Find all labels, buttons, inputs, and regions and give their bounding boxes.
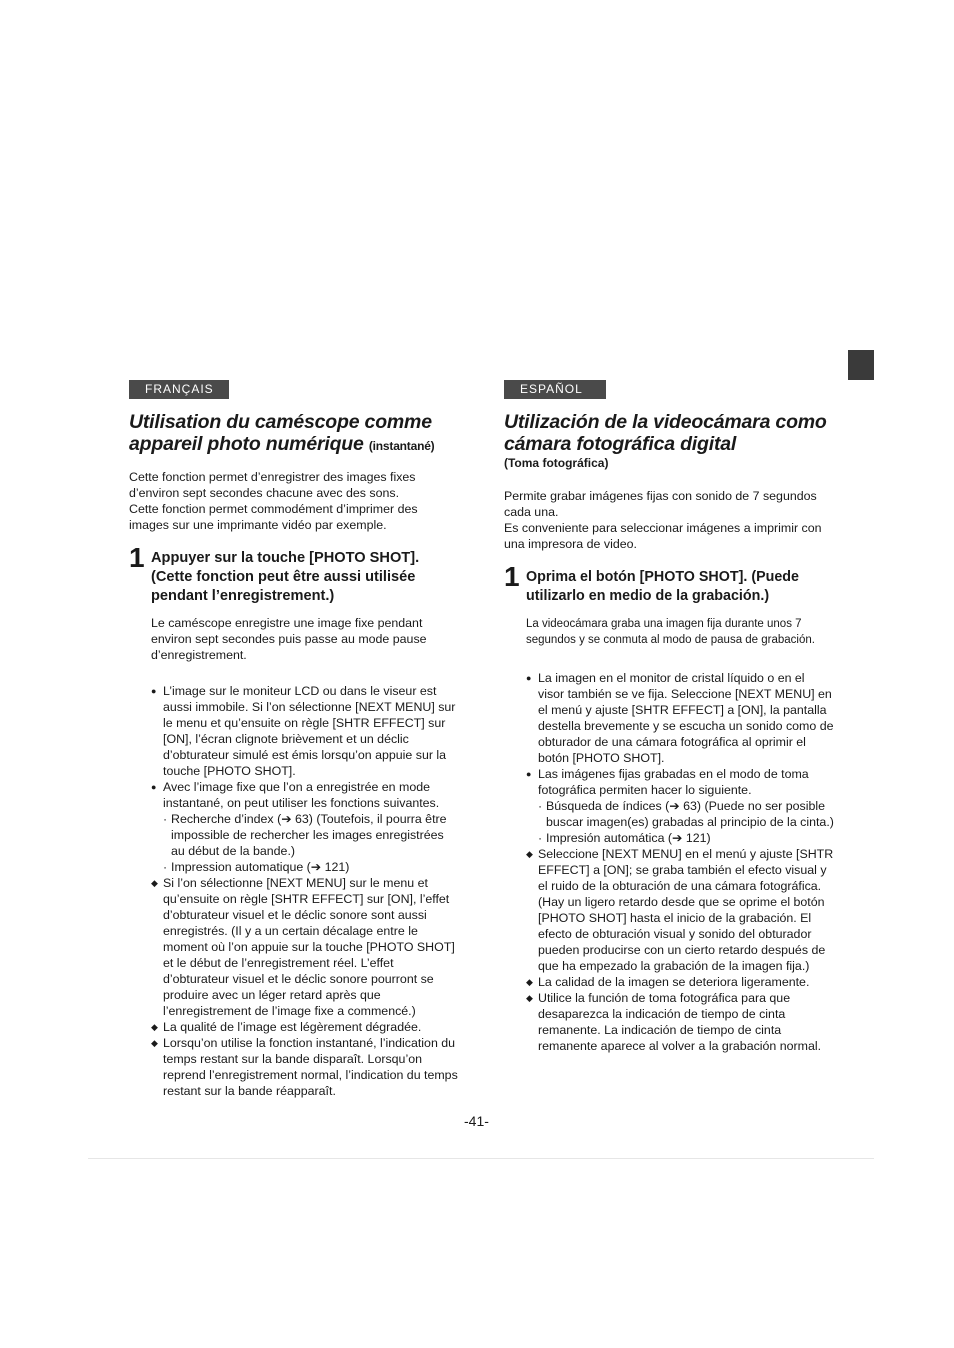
- note-text: La calidad de la imagen se deteriora ligeramente.: [538, 975, 810, 989]
- sub-item-text: Impression automatique (➔ 121): [171, 860, 350, 874]
- list-item: [526, 670, 834, 766]
- french-intro-paragraph: Cette fonction permet commodément d’imprimer des images sur une imprimante vidéo par exemple.: [129, 502, 418, 532]
- french-title-text: Utilisation du caméscope comme appareil photo numérique: [129, 411, 432, 455]
- list-item: [151, 875, 459, 1019]
- section-tab-marker: [848, 350, 874, 380]
- sub-list-item: · Recherche d’index (➔ 63) (Toutefois, il pourra être impossible de rechercher les images enregistrées au début de la bande.): [163, 812, 447, 858]
- bullet-diamond-icon: ◆: [526, 993, 533, 1003]
- step-number: 1: [129, 542, 145, 573]
- sub-list-item: · Búsqueda de índices (➔ 63) (Puede no ser posible buscar imagen(es) grabadas al principio de la cinta.): [538, 799, 834, 829]
- spanish-step-title: Oprima el botón [PHOTO SHOT]. (Puede utilizarlo en medio de la grabación.): [526, 569, 799, 604]
- note-text: Avec l’image fixe que l’on a enregistrée en mode instantané, on peut utiliser les fonctions suivantes.: [163, 780, 440, 810]
- list-item: [526, 766, 834, 846]
- bullet-diamond-icon: ◆: [151, 878, 158, 888]
- note-text: La qualité de l’image est légèrement dégradée.: [163, 1020, 422, 1034]
- note-text: L’image sur le moniteur LCD ou dans le viseur est aussi immobile. Si l’on sélectionne [NEXT MENU] sur le menu et qu’ensuite on règle [SHTR EFFECT] sur [ON], l’écran clignote brièvement et un déclic d’obturateur simulé est émis lorsqu’on appuie sur la touche [PHOTO SHOT].: [163, 684, 456, 778]
- sub-list-item: · Impression automatique (➔ 121): [163, 860, 350, 874]
- spanish-step-body: La videocámara graba una imagen fija durante unos 7 segundos y se conmuta al modo de pausa de grabación.: [526, 618, 815, 646]
- bullet-circle-icon: ●: [526, 673, 532, 683]
- list-item: [526, 974, 834, 990]
- spanish-column: [504, 380, 834, 1054]
- spanish-intro-paragraph: Permite grabar imágenes fijas con sonido de 7 segundos cada una.: [504, 489, 817, 519]
- note-text: Utilice la función de toma fotográfica para que desaparezca la indicación de tiempo de cinta remanente. La indicación de tiempo de cinta remanente aparece al volver a la grabación normal.: [538, 991, 822, 1053]
- french-step-title: Appuyer sur la touche [PHOTO SHOT]. (Cette fonction peut être aussi utilisée pendant l’enregistrement.): [151, 550, 420, 604]
- language-tag-french: FRANÇAIS: [129, 380, 229, 399]
- spanish-intro: [504, 488, 834, 552]
- sub-item-text: Impresión automática (➔ 121): [546, 831, 711, 845]
- sub-item-text: Búsqueda de índices (➔ 63) (Puede no ser posible buscar imagen(es) grabadas al principio de la cinta.): [546, 799, 834, 829]
- spanish-intro-paragraph: Es conveniente para seleccionar imágenes a imprimir con una impresora de video.: [504, 521, 822, 551]
- french-title-suffix: (instantané): [368, 439, 435, 453]
- list-item: [526, 990, 834, 1054]
- french-notes-list: [129, 683, 459, 1099]
- spanish-notes-list: [504, 670, 834, 1054]
- french-intro: [129, 469, 459, 533]
- list-item: [151, 683, 459, 779]
- language-tag-spanish: ESPAÑOL: [504, 380, 606, 399]
- sub-item-text: Recherche d’index (➔ 63) (Toutefois, il pourra être impossible de rechercher les images enregistrées au début de la bande.): [171, 812, 447, 858]
- bullet-diamond-icon: ◆: [151, 1038, 158, 1048]
- spanish-title: Utilización de la videocámara como cámara fotográfica digital: [504, 411, 827, 455]
- step-number: 1: [504, 561, 520, 592]
- sub-list-item: · Impresión automática (➔ 121): [538, 831, 711, 845]
- spanish-subtitle: (Toma fotográfica): [504, 456, 609, 470]
- list-item: [151, 1035, 459, 1099]
- note-text: Las imágenes fijas grabadas en el modo de toma fotográfica permiten hacer lo siguiente.: [538, 767, 809, 797]
- note-text: Si l’on sélectionne [NEXT MENU] sur le menu et qu’ensuite on règle [SHTR EFFECT] sur [ON], l’effet d’obturateur visuel et le déclic sonore sont aussi enregistrés. (Il y a un certain décalage entre le moment où l’on appuie sur la touche [PHOTO SHOT] et le début de l’enregistrement réel. L’effet d’obturateur visuel et le déclic sonore pourront se produire avec un léger retard après que l’enregistrement de l’image fixe a commencé.): [163, 876, 455, 1018]
- french-step-1: [129, 542, 459, 663]
- bullet-circle-icon: ●: [151, 782, 157, 792]
- note-text: Lorsqu’on utilise la fonction instantané, l’indication du temps restant sur la bande disparaît. Lorsqu’on reprend l’enregistrement normal, l’indication du temps restant sur la bande réapparaît.: [163, 1036, 458, 1098]
- bullet-circle-icon: ●: [151, 686, 157, 696]
- french-step-body: Le caméscope enregistre une image fixe pendant environ sept secondes puis passe au mode pause d’enregistrement.: [151, 616, 427, 662]
- french-title: [129, 411, 459, 457]
- bullet-diamond-icon: ◆: [151, 1022, 158, 1032]
- list-item: [526, 846, 834, 974]
- bullet-diamond-icon: ◆: [526, 977, 533, 987]
- list-item: [151, 1019, 459, 1035]
- french-column: [129, 380, 459, 1099]
- divider: [88, 1158, 874, 1159]
- note-text: La imagen en el monitor de cristal líquido o en el visor también se ve fija. Seleccione [NEXT MENU] en el menú y ajuste [SHTR EFFECT] a [ON], la pantalla destella brevemente y se escucha un sonido como de obturador de una cámara fotográfica al oprimir el botón [PHOTO SHOT].: [538, 671, 834, 765]
- french-intro-paragraph: Cette fonction permet d’enregistrer des images fixes d’environ sept secondes chacune avec des sons.: [129, 470, 416, 500]
- page-number: -41-: [464, 1113, 489, 1129]
- bullet-diamond-icon: ◆: [526, 849, 533, 859]
- bullet-circle-icon: ●: [526, 769, 532, 779]
- list-item: [151, 779, 459, 875]
- note-text: Seleccione [NEXT MENU] en el menú y ajuste [SHTR EFFECT] a [ON]; se graba también el efecto visual y el ruido de la obturación de una cámara fotográfica. (Hay un ligero retardo desde que se oprime el botón [PHOTO SHOT] hasta el inicio de la grabación. El efecto de obturación visual y sonido del obturador pueden producirse con un cierto retardo después de que ha empezado la grabación de la imagen fija.): [538, 847, 834, 973]
- spanish-step-1: [504, 561, 834, 648]
